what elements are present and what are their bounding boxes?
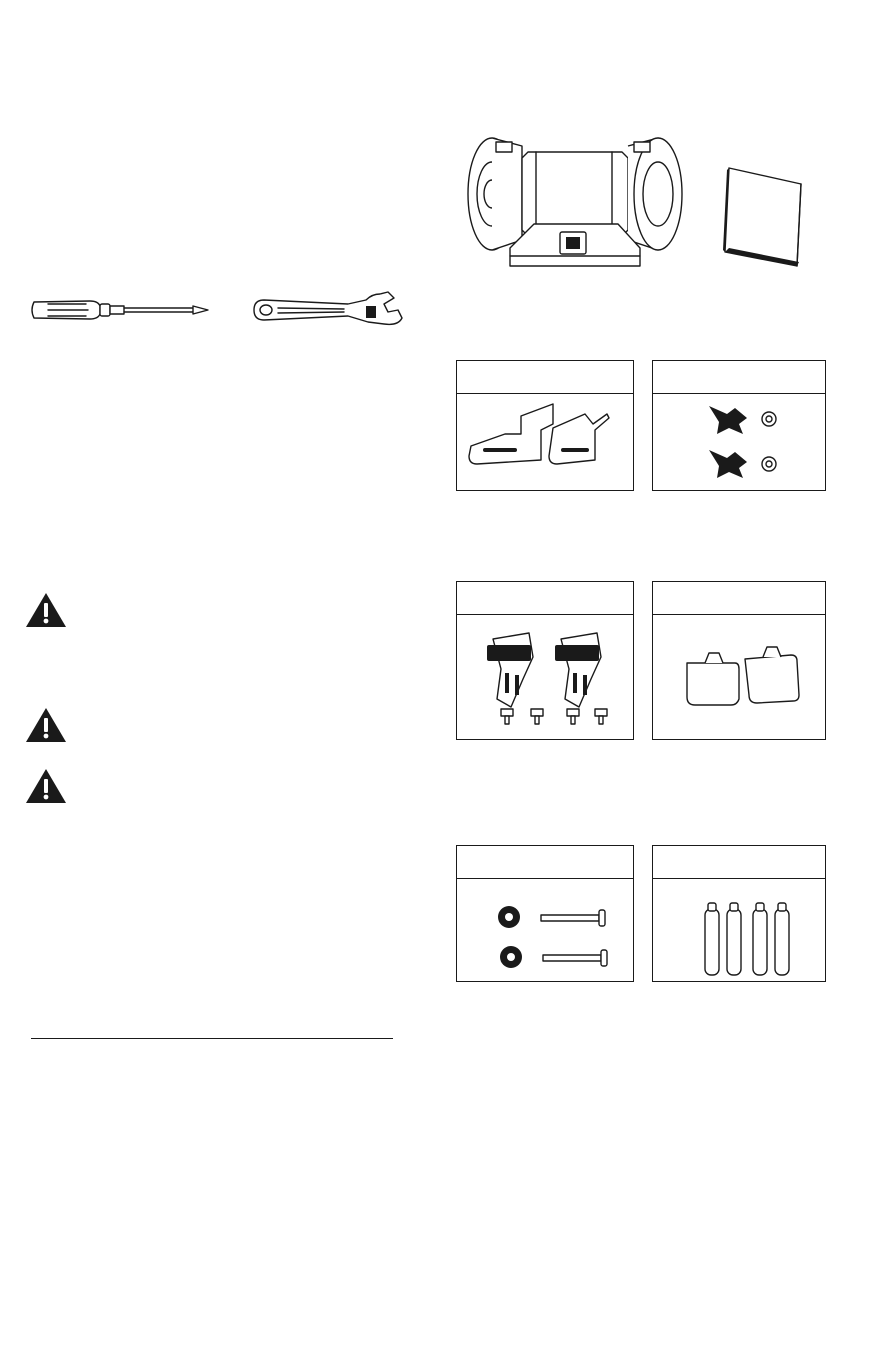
adjustable-wrench-icon [248, 290, 408, 330]
part-box-header [457, 361, 633, 394]
part-box-screws [652, 845, 826, 982]
part-box-eye-shields [652, 581, 826, 740]
part-box-spark-guards [456, 581, 634, 740]
part-box-header [653, 846, 825, 879]
screws-set-icon [653, 879, 825, 981]
warning-triangle-icon [25, 706, 67, 744]
spark-guards-icon [457, 615, 633, 739]
eye-shields-icon [653, 615, 825, 739]
phillips-screwdriver-icon [28, 290, 213, 330]
owners-manual-icon [717, 166, 809, 270]
part-box-header [457, 846, 633, 879]
wing-nuts-washers-icon [653, 394, 825, 490]
warning-triangle-icon [25, 591, 67, 629]
part-box-header [653, 361, 825, 394]
tool-rest-brackets-icon [457, 394, 633, 490]
part-box-mounting-knobs [456, 845, 634, 982]
part-box-wing-nuts [652, 360, 826, 491]
warning-triangle-icon [25, 767, 67, 805]
part-box-header [457, 582, 633, 615]
footnote-divider [31, 1038, 393, 1039]
bench-grinder-icon [462, 128, 687, 278]
part-box-tool-rests [456, 360, 634, 491]
part-box-header [653, 582, 825, 615]
mounting-knobs-bolts-icon [457, 879, 633, 981]
